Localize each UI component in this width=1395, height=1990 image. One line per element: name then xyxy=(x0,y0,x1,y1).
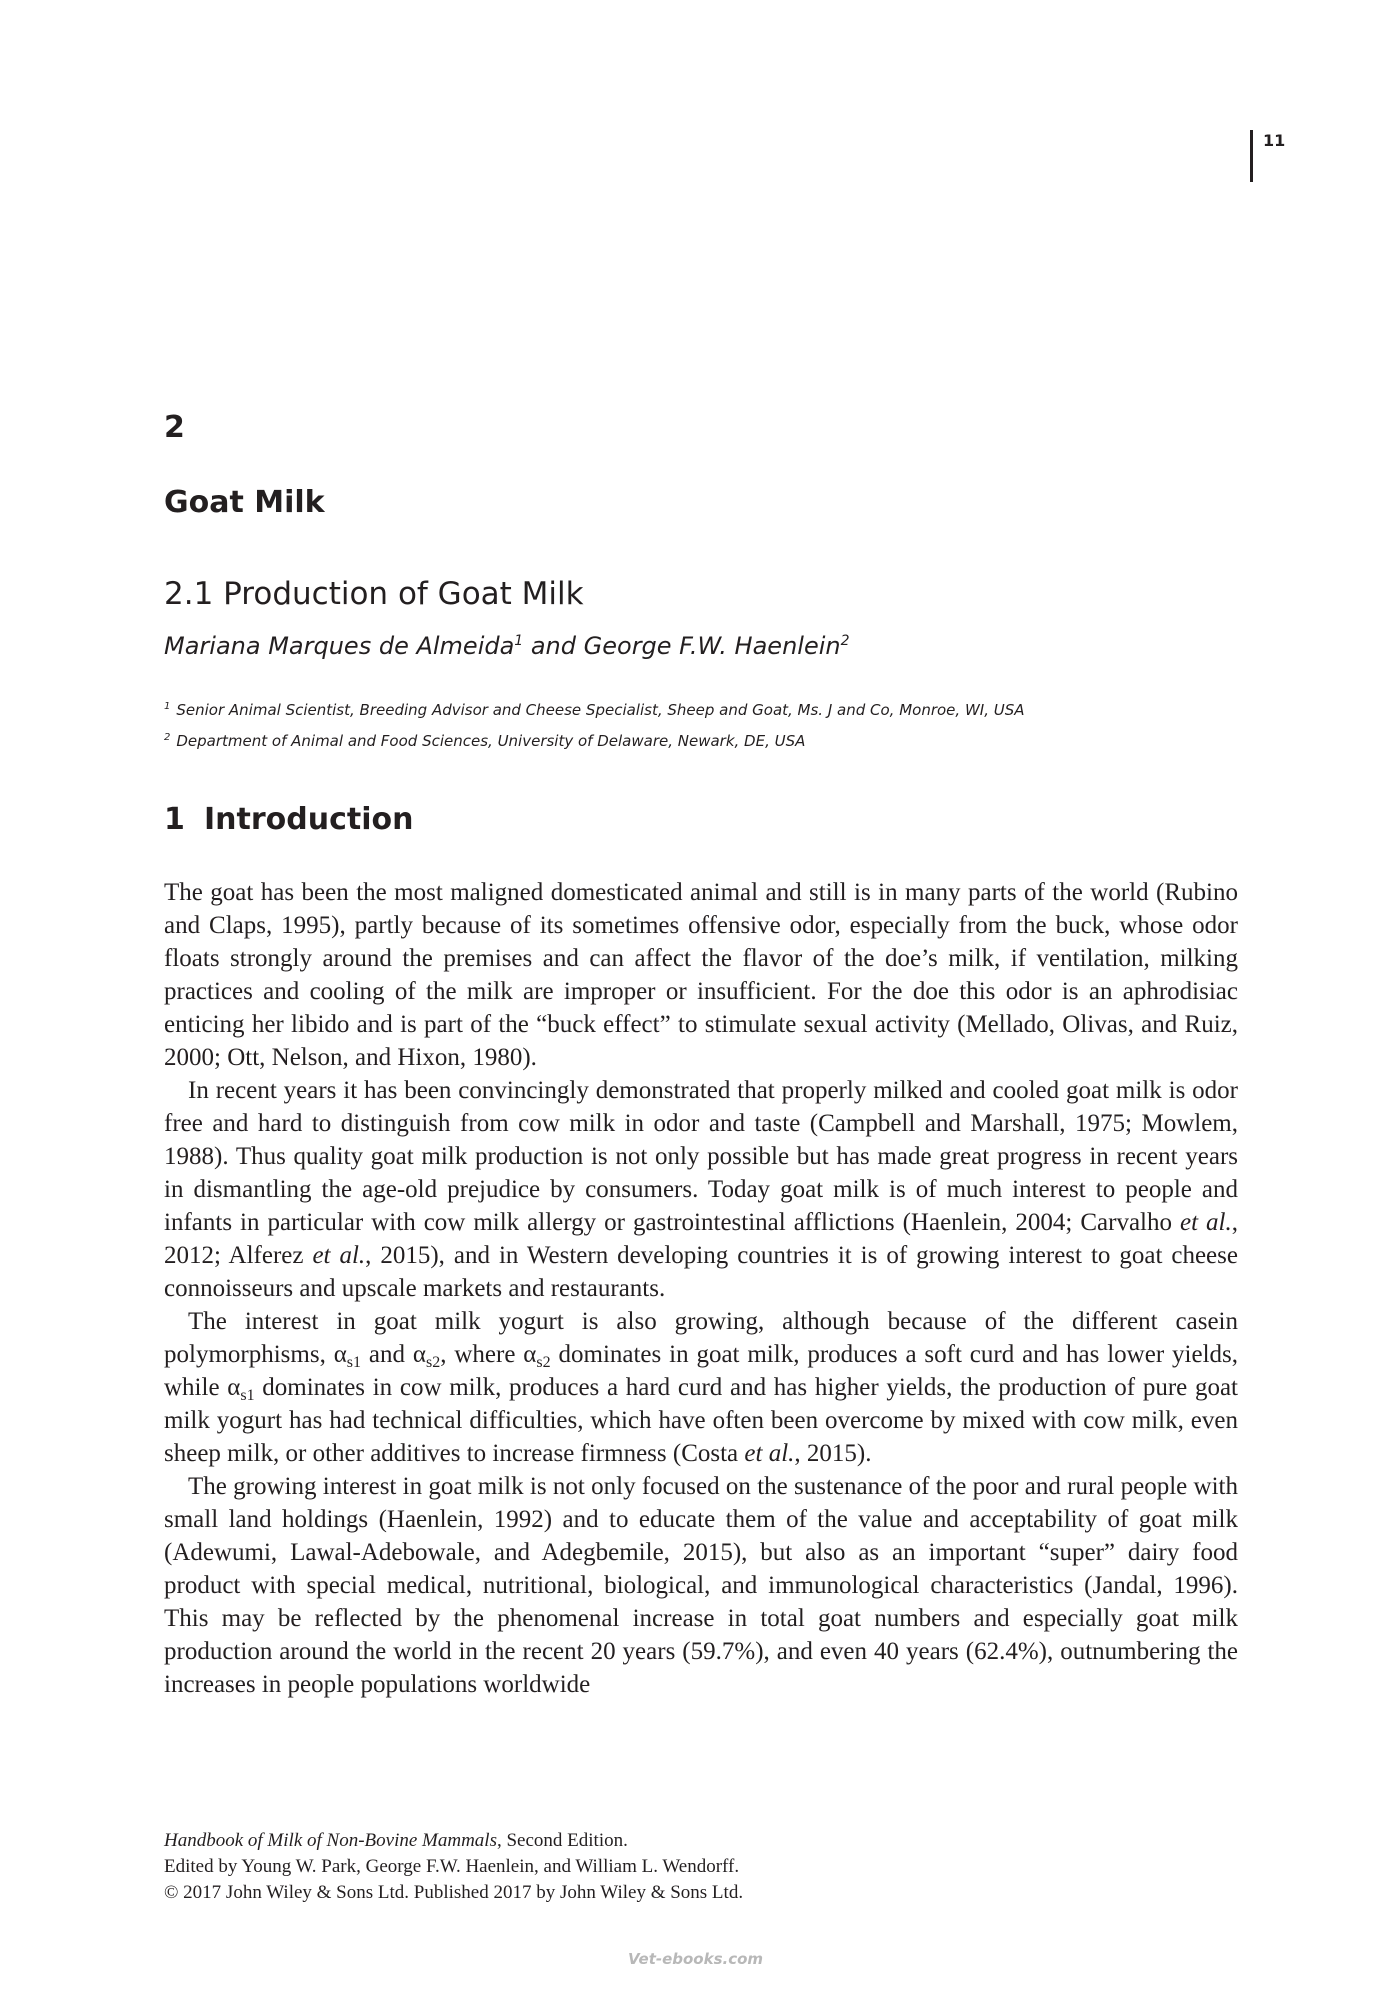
introduction-heading xyxy=(164,802,413,837)
watermark-logo: Vet-ebooks.com xyxy=(628,1950,764,1968)
paragraph-2: In recent years it has been convincingly demonstrated that properly milked and cooled goat milk is odor free and hard to distinguish from cow milk in odor and taste (Campbell and Marshall, 1975; Mowlem, 1988). Thus quality goat milk production is not only possible but has made great progress in recent years in dismantling the age-old prejudice by consumers. Today goat milk is of much interest to people and infants in particular with cow milk allergy or gastrointestinal afflictions (Haenlein, 2004; Carvalho et al., 2012; Alferez et al., 2015), and in Western developing countries it is of growing interest to goat cheese connoisseurs and upscale markets and restaurants. xyxy=(164,1077,1238,1302)
footer-book-line xyxy=(164,1828,743,1854)
authors xyxy=(164,632,850,660)
affiliations xyxy=(164,693,1025,755)
chapter-title: Goat Milk xyxy=(164,485,325,520)
footer-copyright: © 2017 John Wiley & Sons Ltd. Published 2017 by John Wiley & Sons Ltd. xyxy=(164,1882,744,1903)
introduction-title: Introduction xyxy=(204,802,414,837)
body-text xyxy=(164,876,1238,1701)
paragraph-1: The goat has been the most maligned domesticated animal and still is in many parts of the world (Rubino and Claps, 1995), partly because of its sometimes offensive odor, especially from the buck, whose odor floats strongly around the premises and can affect the flavor of the doe’s milk, if ventilation, milking practices and cooling of the milk are improper or insufficient. For the doe this odor is an aphrodisiac enticing her libido and is part of the “buck effect” to stimulate sexual activity (Mellado, Olivas, and Ruiz, 2000; Ott, Nelson, and Hixon, 1980). xyxy=(164,879,1238,1071)
author-1-affiliation-mark: 1 xyxy=(514,633,524,649)
introduction-number: 1 xyxy=(164,802,185,837)
footer-editors: Edited by Young W. Park, George F.W. Haenlein, and William L. Wendorff. xyxy=(164,1856,740,1877)
author-2: George F.W. Haenlein xyxy=(583,632,841,660)
footer-book-title: Handbook of Milk of Non-Bovine Mammals xyxy=(164,1830,497,1851)
affiliation-2: $^2$ Department of Animal and Food Sciences, University of Delaware, Newark, DE, USA xyxy=(164,732,806,750)
footer-edition: , Second Edition. xyxy=(496,1830,628,1851)
author-2-affiliation-mark: 2 xyxy=(840,633,850,649)
author-conjunction: and xyxy=(523,632,584,660)
author-1: Mariana Marques de Almeida xyxy=(164,632,515,660)
chapter-number: 2 xyxy=(164,410,185,445)
page-number: 11 xyxy=(1250,130,1285,182)
affiliation-1: $^1$ Senior Animal Scientist, Breeding Advisor and Cheese Specialist, Sheep and Goat, Ms. J and Co, Monroe, WI, USA xyxy=(164,701,1025,719)
paragraph-3: The interest in goat milk yogurt is also growing, although because of the different casein polymorphisms, $\alpha_{s1}$ and $\alpha_{s2}$, where $\alpha_{s2}$ dominates in goat milk, produces a soft curd and has lower yields, while $\alpha_{s1}$ dominates in cow milk, produces a hard curd and has higher yields, the production of pure goat milk yogurt has had technical difficulties, which have often been overcome by mixed with cow milk, even sheep milk, or other additives to increase firmness (Costa et al., 2015). xyxy=(164,1308,1238,1467)
section-title: 2.1 Production of Goat Milk xyxy=(164,576,584,612)
paragraph-4: The growing interest in goat milk is not only focused on the sustenance of the poor and rural people with small land holdings (Haenlein, 1992) and to educate them of the value and acceptability of goat milk (Adewumi, Lawal-Adebowale, and Adegbemile, 2015), but also as an important “super” dairy food product with special medical, nutritional, biological, and immunological characteristics (Jandal, 1996). This may be reflected by the phenomenal increase in total goat numbers and especially goat milk production around the world in the recent 20 years (59.7%), and even 40 years (62.4%), outnumbering the increases in people populations worldwide xyxy=(164,1473,1238,1698)
book-footer xyxy=(164,1828,743,1906)
